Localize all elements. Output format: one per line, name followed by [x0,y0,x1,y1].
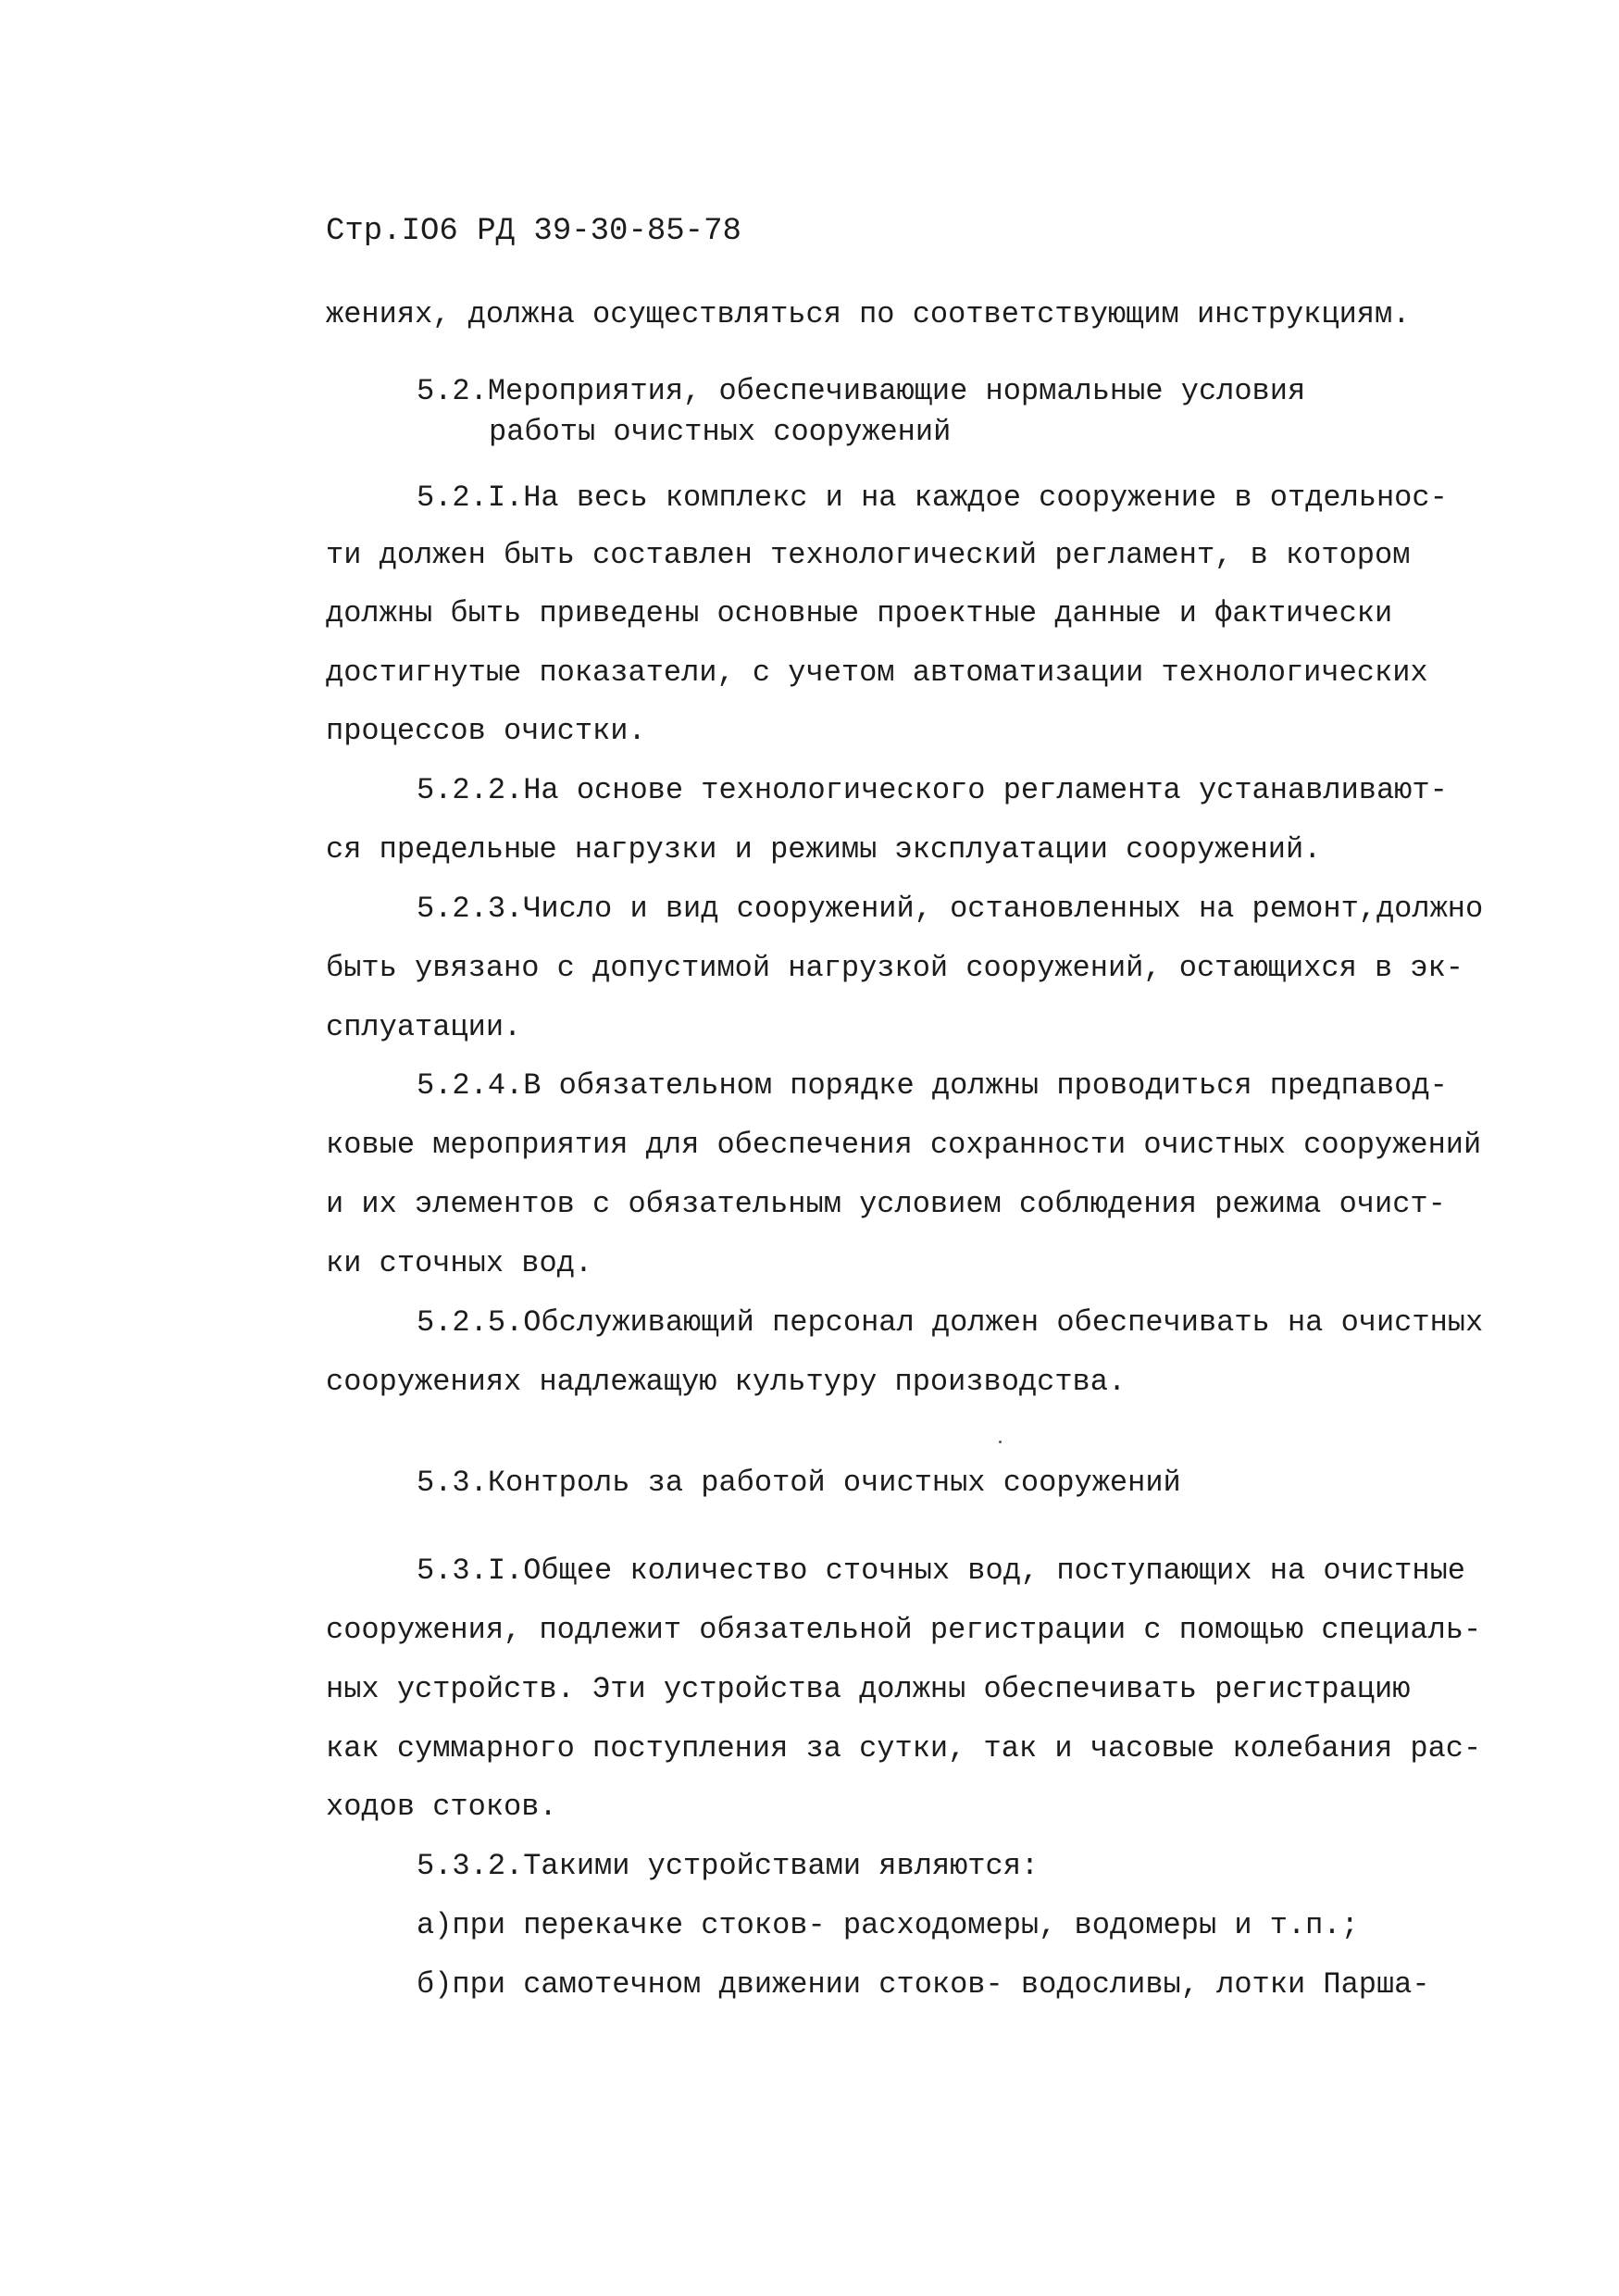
text-line: быть увязано с допустимой нагрузкой сооружений, остающихся в эк- [326,951,1463,985]
text-line: 5.2.3.Число и вид сооружений, остановленных на ремонт,должно [417,892,1484,926]
section-heading: работы очистных сооружений [489,415,952,449]
text-line: жениях, должна осуществляться по соответствующим инструкциям. [326,297,1411,331]
stray-mark [999,1441,1002,1443]
text-line: сооружениях надлежащую культуру производства. [326,1365,1127,1399]
text-line: должны быть приведены основные проектные данные и фактически [326,596,1393,630]
text-line: ных устройств. Эти устройства должны обеспечивать регистрацию [326,1672,1411,1706]
text-line: ходов стоков. [326,1790,557,1824]
text-line: 5.2.5.Обслуживающий персонал должен обеспечивать на очистных [417,1305,1484,1340]
text-line: ти должен быть составлен технологический регламент, в котором [326,538,1411,572]
text-line: сплуатации. [326,1010,522,1044]
text-line: ки сточных вод. [326,1246,593,1280]
text-line: б)при самотечном движении стоков- водосливы, лотки Парша- [417,1967,1430,2002]
page-header: Стр.IO6 РД 39-30-85-78 [326,214,741,249]
text-line: достигнутые показатели, с учетом автоматизации технологических [326,655,1428,690]
text-line: 5.3.I.Общее количество сточных вод, поступающих на очистные [417,1554,1465,1588]
text-line: сооружения, подлежит обязательной регистрации с помощью специаль- [326,1613,1482,1647]
text-line: ся предельные нагрузки и режимы эксплуатации сооружений. [326,832,1322,867]
text-line: ковые мероприятия для обеспечения сохранности очистных сооружений [326,1128,1482,1162]
text-line: а)при перекачке стоков- расходомеры, водомеры и т.п.; [417,1908,1359,1942]
section-heading: 5.3.Контроль за работой очистных сооружений [417,1466,1181,1500]
text-line: 5.2.4.В обязательном порядке должны проводиться предпавод- [417,1068,1448,1103]
text-line: и их элементов с обязательным условием соблюдения режима очист- [326,1187,1446,1221]
text-line: 5.3.2.Такими устройствами являются: [417,1849,1040,1883]
text-line: как суммарного поступления за сутки, так и часовые колебания рас- [326,1731,1482,1766]
text-line: процессов очистки. [326,714,646,748]
section-heading: 5.2.Мероприятия, обеспечивающие нормальные условия [417,374,1306,408]
text-line: 5.2.2.На основе технологического регламента устанавливают- [417,773,1448,807]
text-line: 5.2.I.На весь комплекс и на каждое сооружение в отдельнос- [417,480,1448,515]
